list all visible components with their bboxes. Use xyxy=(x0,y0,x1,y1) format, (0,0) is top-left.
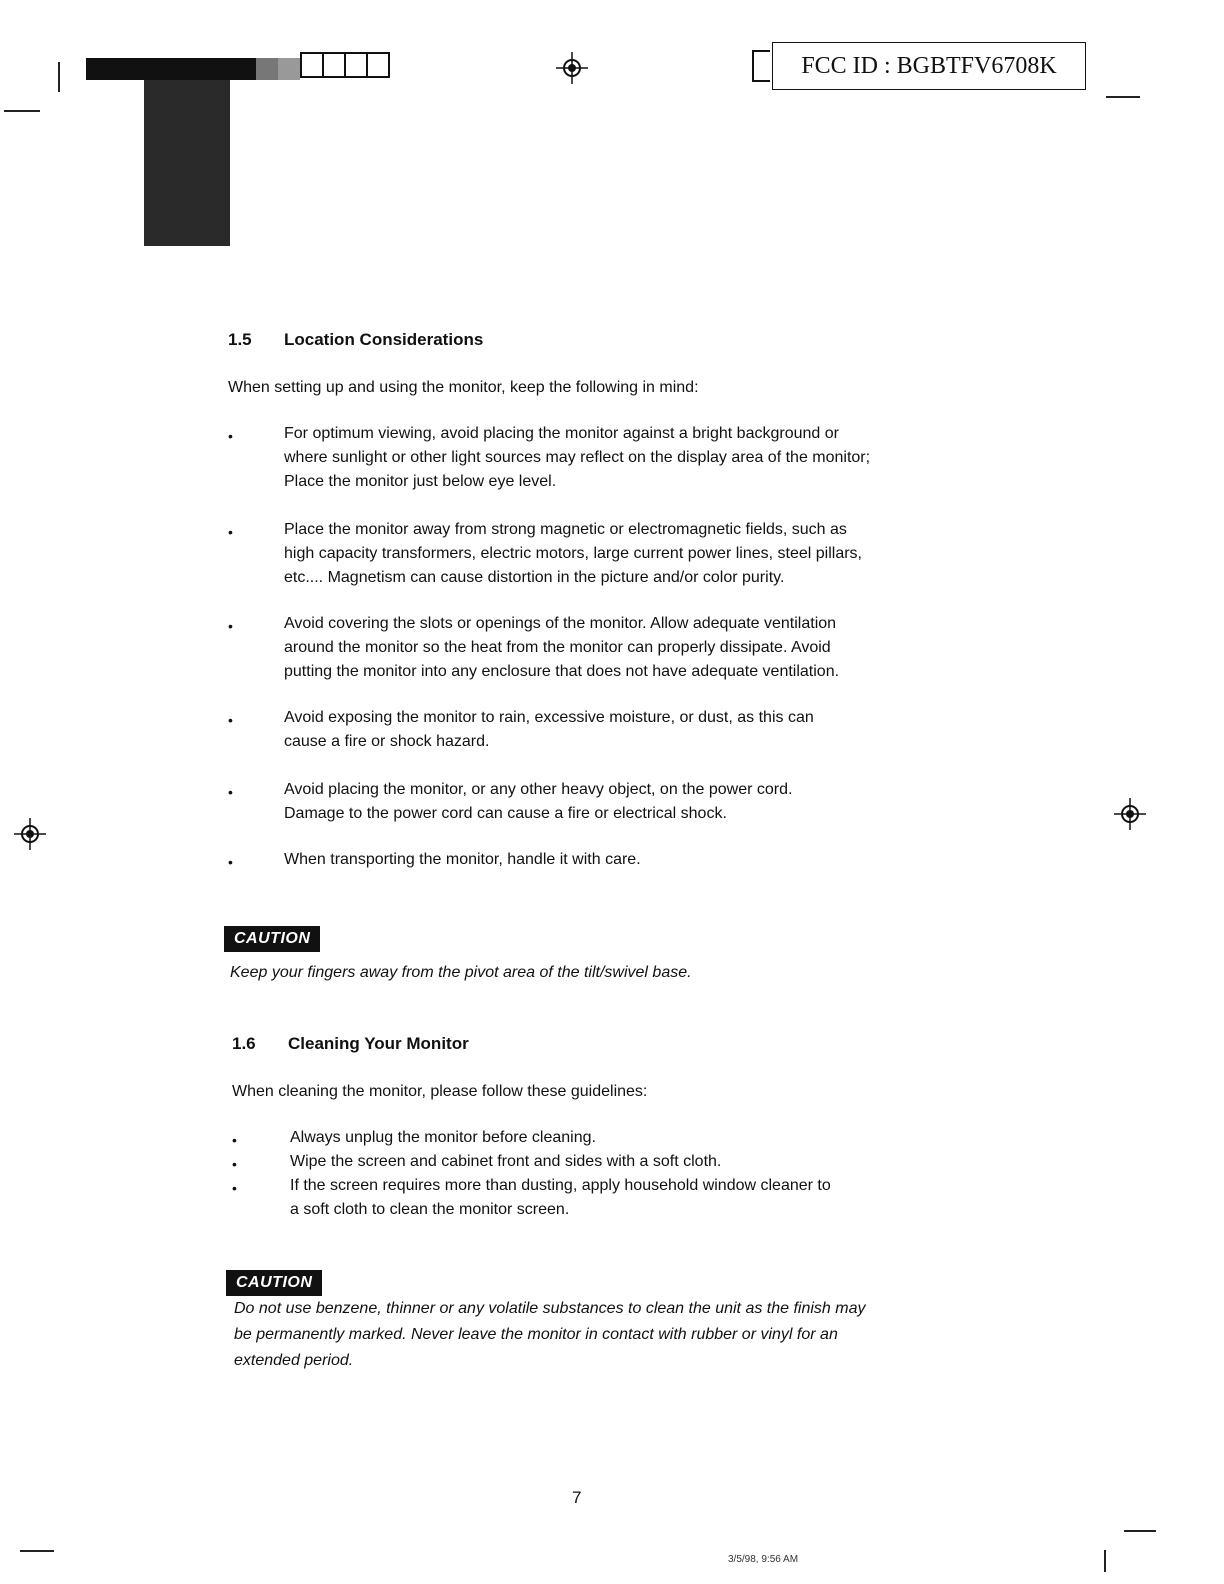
bullet-marker: • xyxy=(232,1156,237,1172)
caution-label: CAUTION xyxy=(226,1270,322,1296)
bullet-marker: • xyxy=(232,1180,237,1196)
bullet-marker: • xyxy=(228,618,233,634)
bullet-marker: • xyxy=(228,428,233,444)
section-heading-1-5 xyxy=(228,330,483,350)
crop-mark-bottom-right xyxy=(1124,1530,1156,1532)
bullet-marker: • xyxy=(228,784,233,800)
header-gray-square xyxy=(256,58,278,80)
header-outline-square xyxy=(322,52,346,78)
list-item-line: etc.... Magnetism can cause distortion in the picture and/or color purity. xyxy=(284,569,785,586)
list-item-line: around the monitor so the heat from the monitor can properly dissipate. Avoid xyxy=(284,639,831,656)
registration-mark-icon xyxy=(556,52,588,84)
list-item xyxy=(290,1126,940,1150)
list-item xyxy=(284,518,934,590)
page-number: 7 xyxy=(572,1488,582,1507)
list-item xyxy=(284,612,934,684)
crop-mark-bottom-left xyxy=(20,1550,54,1552)
caution-text: Keep your fingers away from the pivot area of the tilt/swivel base. xyxy=(230,964,692,981)
bullet-marker: • xyxy=(232,1132,237,1148)
list-item-line: Always unplug the monitor before cleaning. xyxy=(290,1129,596,1146)
section-number: 1.5 xyxy=(228,330,252,349)
list-item-line: Wipe the screen and cabinet front and sides with a soft cloth. xyxy=(290,1153,722,1170)
header-black-bar xyxy=(86,58,256,80)
header-gray-square xyxy=(278,58,300,80)
list-item-line: Damage to the power cord can cause a fire or electrical shock. xyxy=(284,805,727,822)
section-intro: When setting up and using the monitor, keep the following in mind: xyxy=(228,379,699,396)
section-intro: When cleaning the monitor, please follow these guidelines: xyxy=(232,1083,648,1100)
registration-mark-icon xyxy=(1114,798,1146,830)
list-item-line: where sunlight or other light sources may reflect on the display area of the monitor; xyxy=(284,449,871,466)
section-heading-1-6 xyxy=(232,1034,469,1054)
fcc-id-label: FCC ID : BGBTFV6708K xyxy=(772,42,1086,90)
crop-mark-left-horizontal xyxy=(4,110,40,112)
fcc-bracket xyxy=(752,50,770,82)
list-item-line: high capacity transformers, electric motors, large current power lines, steel pillars, xyxy=(284,545,862,562)
list-item-line: Avoid covering the slots or openings of the monitor. Allow adequate ventilation xyxy=(284,615,837,632)
list-item-line: cause a fire or shock hazard. xyxy=(284,733,490,750)
header-outline-square xyxy=(344,52,368,78)
list-item-line: For optimum viewing, avoid placing the monitor against a bright background or xyxy=(284,425,839,442)
section-number: 1.6 xyxy=(232,1034,256,1053)
section-title: Location Considerations xyxy=(284,330,484,349)
list-item-line: putting the monitor into any enclosure that does not have adequate ventilation. xyxy=(284,663,840,680)
list-item-line: Avoid placing the monitor, or any other heavy object, on the power cord. xyxy=(284,781,793,798)
header-side-block xyxy=(144,80,230,246)
crop-mark-bottom-right-vertical xyxy=(1104,1550,1106,1572)
caution-text xyxy=(234,1296,954,1374)
registration-mark-icon xyxy=(14,818,46,850)
bullet-marker: • xyxy=(228,712,233,728)
list-item xyxy=(284,848,934,872)
list-item-line: Place the monitor just below eye level. xyxy=(284,473,557,490)
list-item-line: a soft cloth to clean the monitor screen. xyxy=(290,1201,570,1218)
list-item xyxy=(290,1174,940,1222)
list-item xyxy=(284,422,934,494)
caution-text-line: be permanently marked. Never leave the monitor in contact with rubber or vinyl for an xyxy=(234,1326,838,1343)
header-outline-square xyxy=(300,52,324,78)
crop-mark-right-horizontal xyxy=(1106,96,1140,98)
list-item xyxy=(284,778,934,826)
header-outline-square xyxy=(366,52,390,78)
list-item xyxy=(290,1150,940,1174)
list-item-line: Place the monitor away from strong magnetic or electromagnetic fields, such as xyxy=(284,521,847,538)
section-title: Cleaning Your Monitor xyxy=(288,1034,469,1053)
list-item xyxy=(284,706,934,754)
bullet-marker: • xyxy=(228,524,233,540)
caution-text-line: extended period. xyxy=(234,1352,354,1369)
caution-text-line: Do not use benzene, thinner or any volatile substances to clean the unit as the finish may xyxy=(234,1300,866,1317)
crop-mark-left-vertical xyxy=(58,62,60,92)
footer-timestamp: 3/5/98, 9:56 AM xyxy=(728,1554,799,1565)
list-item-line: Avoid exposing the monitor to rain, excessive moisture, or dust, as this can xyxy=(284,709,814,726)
list-item-line: If the screen requires more than dusting, apply household window cleaner to xyxy=(290,1177,831,1194)
caution-label: CAUTION xyxy=(224,926,320,952)
list-item-line: When transporting the monitor, handle it with care. xyxy=(284,851,641,868)
bullet-marker: • xyxy=(228,854,233,870)
